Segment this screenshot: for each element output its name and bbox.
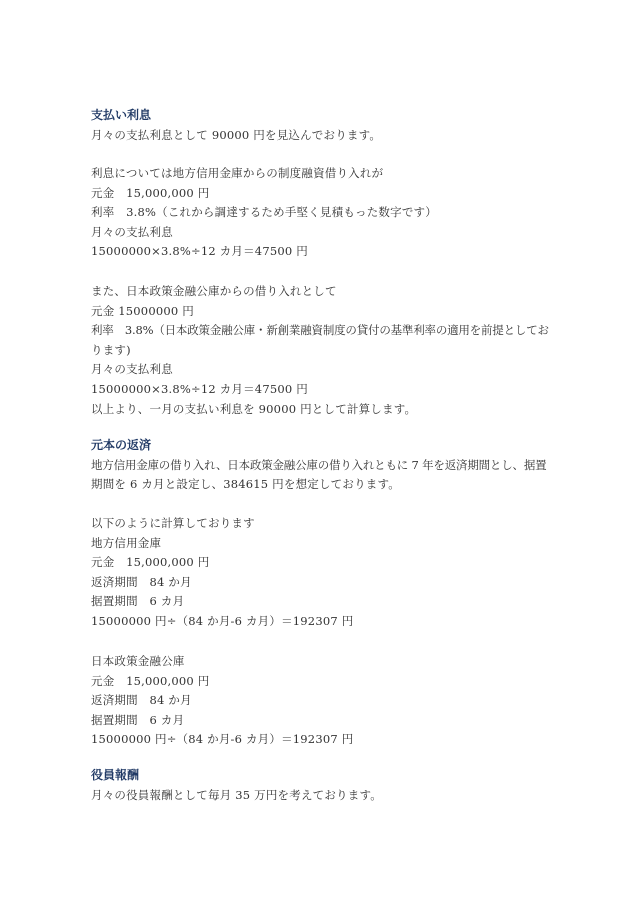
text-line: また、日本政策金融公庫からの借り入れとして bbox=[91, 284, 337, 298]
text-line: 据置期間 6 カ月 bbox=[91, 594, 185, 609]
text-line: 月々の支払利息として 90000 円を見込んでおります。 bbox=[91, 127, 382, 142]
text-line: 月々の支払利息 bbox=[91, 224, 173, 239]
text-line: 以下のように計算しております bbox=[91, 516, 255, 530]
text-line: 15000000×3.8%÷12 カ月＝47500 円 bbox=[91, 244, 308, 259]
text-line: 15000000×3.8%÷12 カ月＝47500 円 bbox=[91, 381, 308, 396]
text-line: 月々の役員報酬として毎月 35 万円を考えております。 bbox=[91, 787, 382, 802]
section-salary bbox=[91, 766, 561, 805]
text-line: 日本政策金融公庫 bbox=[91, 654, 185, 668]
text-line: 元金 15,000,000 円 bbox=[91, 185, 210, 200]
text-line: 元金 15,000,000 円 bbox=[91, 555, 210, 570]
text-line: 利率 3.8%（日本政策金融公庫・新創業融資制度の貸付の基準利率の適用を前提としてお bbox=[91, 323, 549, 338]
text-line: 期間を 6 カ月と設定し、384615 円を想定しております。 bbox=[91, 477, 400, 492]
paragraph-interest-jfc bbox=[91, 282, 561, 419]
text-line: 据置期間 6 カ月 bbox=[91, 712, 185, 727]
text-line: 返済期間 84 か月 bbox=[91, 693, 192, 708]
text-line: 元金 15,000,000 円 bbox=[91, 673, 210, 688]
paragraph-principal-local bbox=[91, 514, 561, 632]
heading-principal: 元本の返済 bbox=[91, 438, 152, 452]
text-line: 月々の支払利息 bbox=[91, 362, 173, 377]
section-principal bbox=[91, 436, 561, 495]
heading-interest: 支払い利息 bbox=[91, 108, 152, 122]
text-line: 以上より、一月の支払い利息を 90000 円として計算します。 bbox=[91, 401, 417, 416]
text-line: 利息については地方信用金庫からの制度融資借り入れが bbox=[91, 166, 384, 180]
text-line: 利率 3.8%（これから調達するため手堅く見積もった数字です） bbox=[91, 205, 437, 220]
text-line: 返済期間 84 か月 bbox=[91, 574, 192, 589]
text-line: 15000000 円÷（84 か月-6 カ月）＝192307 円 bbox=[91, 613, 354, 628]
text-line: 地方信用金庫の借り入れ、日本政策金融公庫の借り入れともに 7 年を返済期間とし、据置 bbox=[91, 457, 547, 472]
text-line: 15000000 円÷（84 か月-6 カ月）＝192307 円 bbox=[91, 732, 354, 747]
paragraph-principal-jfc bbox=[91, 652, 561, 750]
text-line: 地方信用金庫 bbox=[91, 535, 162, 550]
heading-salary: 役員報酬 bbox=[91, 768, 140, 782]
text-line: 元金 15000000 円 bbox=[91, 303, 194, 318]
paragraph-interest-local bbox=[91, 164, 561, 262]
text-line: ります) bbox=[91, 342, 131, 357]
section-interest bbox=[91, 106, 561, 145]
